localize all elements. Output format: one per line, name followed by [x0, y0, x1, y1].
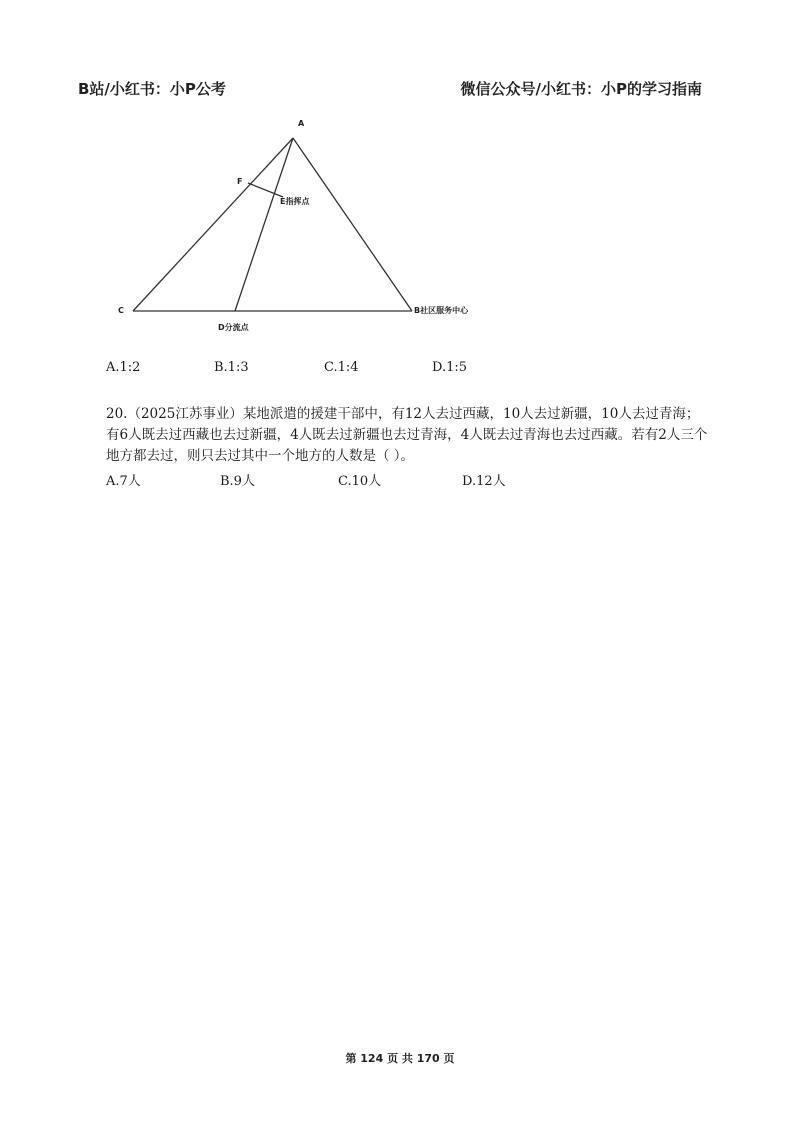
segment-ca	[133, 138, 293, 311]
q20-option-a: A.7人	[106, 474, 141, 489]
label-e: E指挥点	[280, 197, 310, 206]
label-f: F	[237, 177, 243, 186]
segment-ad	[235, 138, 293, 311]
segment-ab	[293, 138, 412, 311]
label-c: C	[118, 306, 124, 315]
q19-option-a: A.1:2	[106, 360, 141, 375]
label-d: D分流点	[218, 323, 249, 332]
q20-option-b: B.9人	[220, 474, 255, 489]
q20-text: 20.（2025江苏事业）某地派遣的援建干部中，有12人去过西藏，10人去过新疆，10人去过青海；有6人既去过西藏也去过新疆，4人既去过新疆也去过青海，4人既去过青海也去过西藏。若有2人三个地方都去过，则只去过其中一个地方的人数是（ ）。	[106, 406, 708, 464]
triangle-diagram	[100, 108, 520, 343]
label-b: B社区服务中心	[414, 306, 469, 315]
q20-option-c: C.10人	[338, 474, 382, 489]
q20-option-d: D.12人	[462, 474, 506, 489]
header-right-text: 微信公众号/小红书：小P的学习指南	[460, 80, 702, 98]
label-a: A	[298, 119, 305, 128]
q19-option-d: D.1:5	[432, 360, 468, 375]
q19-option-b: B.1:3	[214, 360, 249, 375]
q19-option-c: C.1:4	[324, 360, 359, 375]
page-number: 第 124 页 共 170 页	[345, 1052, 455, 1065]
header-left-text: B站/小红书：小P公考	[78, 80, 226, 98]
geometry-figure	[100, 108, 520, 343]
